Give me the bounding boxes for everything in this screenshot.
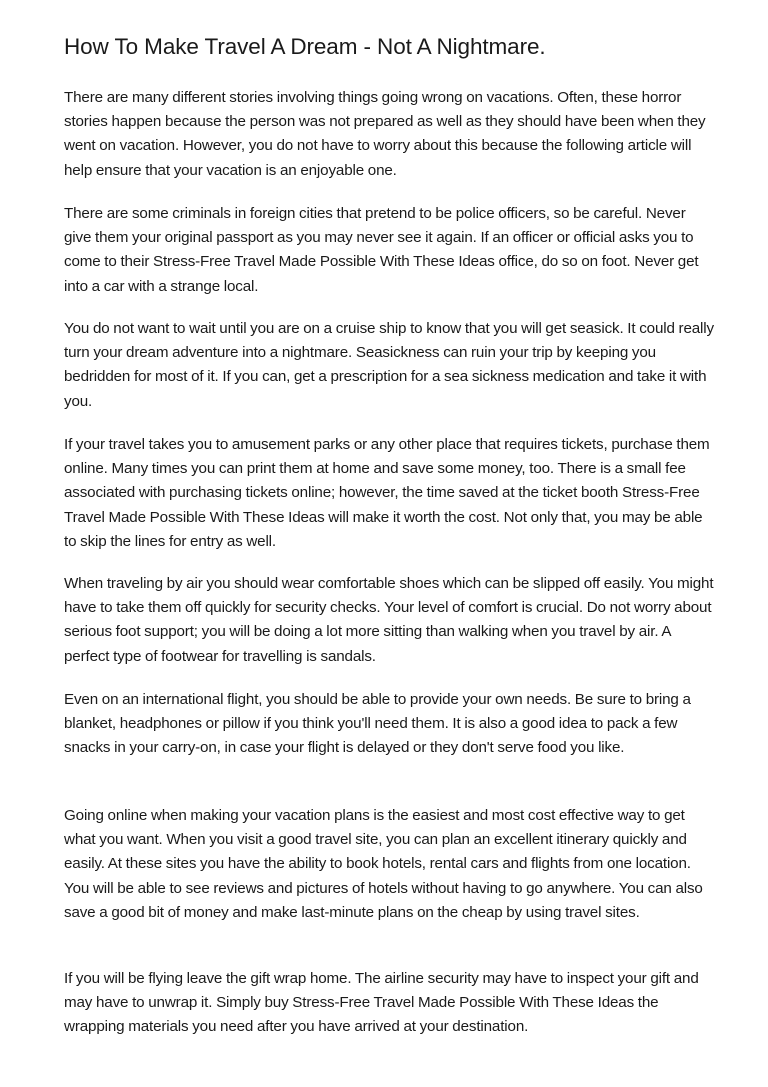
paragraph: There are some criminals in foreign cities that pretend to be police officers, so be careful. Never give them your original passport as you may never see it again. If an officer or official asks you to come to their Stress-Free Travel Made Possible With These Ideas office, do so on foot. Never get into a car with a strange local. [64, 205, 699, 295]
document-title: How To Make Travel A Dream - Not A Nightmare. [64, 34, 546, 59]
paragraph: You do not want to wait until you are on a cruise ship to know that you will get seasick. It could really turn your dream adventure into a nightmare. Seasickness can ruin your trip by keeping you bedridden for most of it. If you can, get a prescription for a sea sickness medication and take it with you. [64, 320, 714, 410]
paragraph: Going online when making your vacation plans is the easiest and most cost effective way to get what you want. When you visit a good travel site, you can plan an excellent itinerary quickly and easily. At these sites you have the ability to book hotels, rental cars and flights from one location. You will be able to see reviews and pictures of hotels without having to go anywhere. You can also save a good bit of money and make last-minute plans on the cheap by using travel sites. [64, 807, 703, 921]
paragraph: Even on an international flight, you should be able to provide your own needs. Be sure to bring a blanket, headphones or pillow if you think you'll need them. It is also a good idea to pack a few snacks in your carry-on, in case your flight is delayed or they don't serve food you like. [64, 691, 691, 757]
paragraph: When traveling by air you should wear comfortable shoes which can be slipped off easily. You might have to take them off quickly for security checks. Your level of comfort is crucial. Do not worry about serious foot support; you will be doing a lot more sitting than walking when you travel by air. A perfect type of footwear for travelling is sandals. [64, 575, 714, 665]
paragraph: If you will be flying leave the gift wrap home. The airline security may have to inspect your gift and may have to unwrap it. Simply buy Stress-Free Travel Made Possible With These Ideas the wrapping materials you need after you have arrived at your destination. [64, 970, 699, 1036]
paragraph: If your travel takes you to amusement parks or any other place that requires tickets, purchase them online. Many times you can print them at home and save some money, too. There is a small fee associated with purchasing tickets online; however, the time saved at the ticket booth Stress-Free Travel Made Possible With These Ideas will make it worth the cost. Not only that, you may be able to skip the lines for entry as well. [64, 436, 710, 550]
paragraph: There are many different stories involving things going wrong on vacations. Often, these horror stories happen because the person was not prepared as well as they should have been when they went on vacation. However, you do not have to worry about this because the following article will help ensure that your vacation is an enjoyable one. [64, 89, 706, 179]
